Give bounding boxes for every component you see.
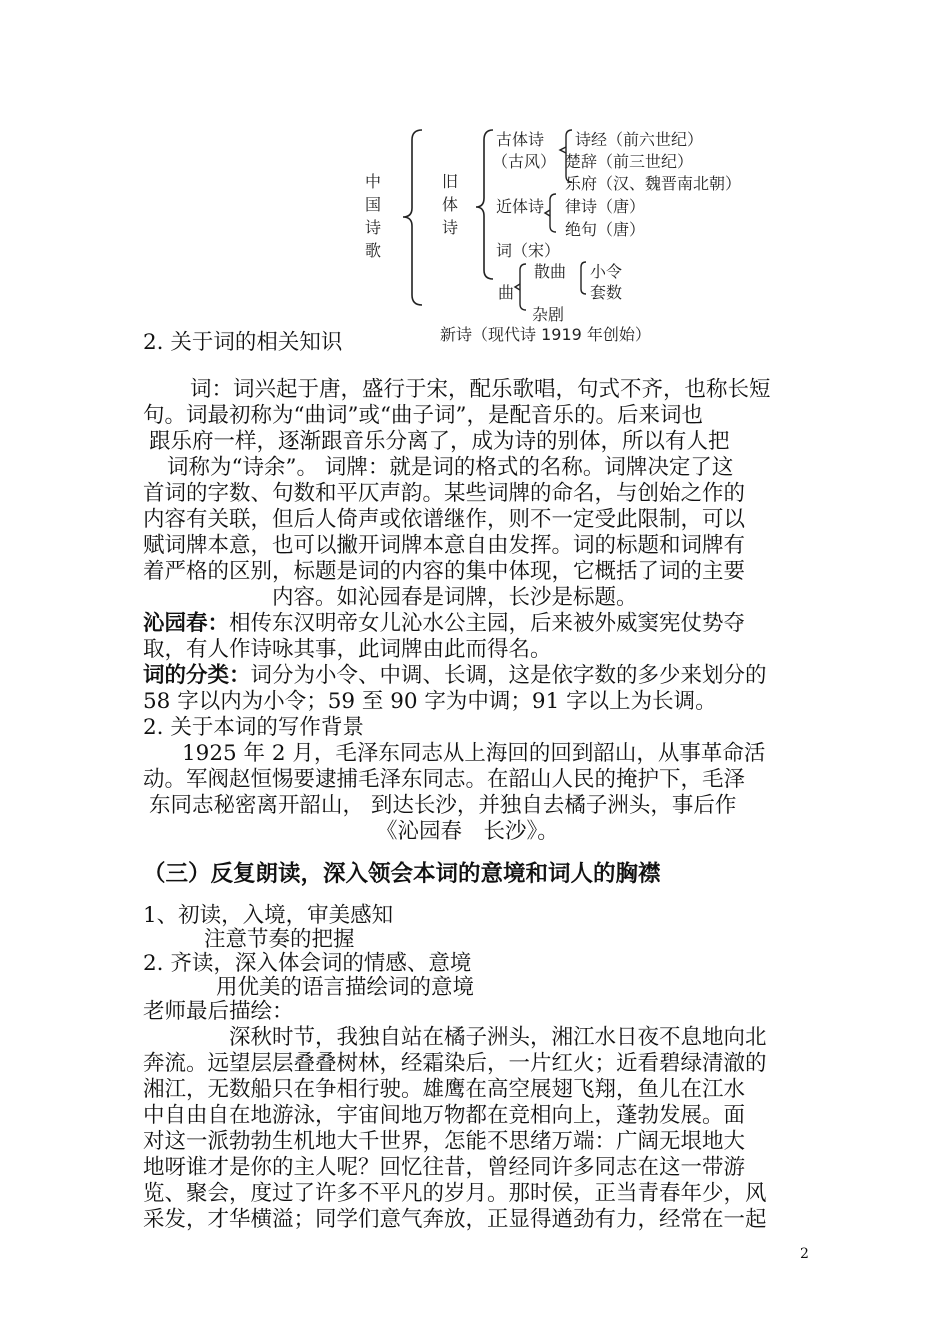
- tree-taoshu: 套数: [590, 283, 623, 302]
- body-line: 奔流。远望层层叠叠树林，经霜染后，一片红火；近看碧绿清澈的: [143, 1051, 767, 1076]
- root-brace: [403, 130, 422, 305]
- item-1-sub: 注意节奏的把握: [204, 927, 355, 952]
- teacher-label: 老师最后描绘：: [143, 999, 294, 1024]
- tree-yuefu: 乐府（汉、魏晋南北朝）: [565, 174, 742, 193]
- item-2-sub: 用优美的语言描绘词的意境: [216, 975, 475, 1000]
- body-line: 58 字以内为小令；59 至 90 字为中调；91 字以上为长调。: [143, 689, 717, 714]
- body-line: 词称为“诗余”。 词牌：就是词的格式的名称。词牌决定了这: [167, 455, 734, 480]
- tree-xinshi: 新诗（现代诗 1919 年创始）: [440, 325, 651, 344]
- body-line: 1925 年 2 月，毛泽东同志从上海回的回到韶山，从事革命活: [182, 741, 766, 766]
- tree-xiaoling: 小令: [590, 262, 623, 281]
- qinyuanchun-text: 相传东汉明帝女儿沁水公主园，后来被外威窦宪仗势夺: [229, 611, 746, 636]
- body-line: 对这一派勃勃生机地大千世界，怎能不思绪万端：广阔无垠地大: [143, 1129, 746, 1154]
- body-line: 中自由自在地游泳，宇宙间地万物都在竞相向上，蓬勃发展。面: [143, 1103, 746, 1128]
- tree-ci: 词（宋）: [496, 241, 561, 260]
- body-line: 地呀谁才是你的主人呢？回忆往昔，曾经同许多同志在这一带游: [143, 1155, 746, 1180]
- poetry-tree-diagram: [0, 0, 950, 345]
- old-brace: [476, 130, 493, 279]
- section-three-heading: （三）反复朗读，深入领会本词的意境和词人的胸襟: [143, 861, 661, 887]
- body-line: 动。军阀赵恒惕要逮捕毛泽东同志。在韶山人民的掩护下，毛泽: [143, 767, 746, 792]
- sanqu-brace: [581, 262, 586, 294]
- fenlei-text: 词分为小令、中调、长调，这是依字数的多少来划分的: [250, 663, 767, 688]
- tree-gufeng: （古风）: [492, 152, 557, 171]
- body-line: 跟乐府一样，逐渐跟音乐分离了，成为诗的别体，所以有人把: [149, 429, 730, 454]
- tree-guti: 古体诗: [496, 130, 545, 149]
- section-ci-heading: 2. 关于词的相关知识: [143, 330, 343, 355]
- tree-sanqu: 散曲: [534, 262, 567, 281]
- jinti-brace: [550, 194, 556, 232]
- tree-chuci: 楚辞（前三世纪）: [565, 152, 694, 171]
- tree-jinti: 近体诗: [496, 197, 545, 216]
- tree-jueju: 绝句（唐）: [565, 220, 646, 239]
- item-1: 1、初读，入境，审美感知: [143, 903, 394, 928]
- tree-lvshi: 律诗（唐）: [565, 197, 646, 216]
- body-line: 词：词兴起于唐，盛行于宋，配乐歌唱，句式不齐，也称长短: [190, 377, 771, 402]
- body-line: 览、聚会，度过了许多不平凡的岁月。那时侯，正当青春年少，风: [143, 1181, 767, 1206]
- section-background-heading: 2. 关于本词的写作背景: [143, 715, 364, 740]
- body-line: 赋词牌本意，也可以撇开词牌本意自由发挥。词的标题和词牌有: [143, 533, 746, 558]
- body-line: 深秋时节，我独自站在橘子洲头，湘江水日夜不息地向北: [229, 1025, 767, 1050]
- tree-shijing: 诗经（前六世纪）: [575, 130, 704, 149]
- fenlei-label: 词的分类：: [143, 663, 251, 688]
- body-line: 内容有关联，但后人倚声或依谱继作，则不一定受此限制，可以: [143, 507, 746, 532]
- body-line: 着严格的区别，标题是词的内容的集中体现，它概括了词的主要: [143, 559, 746, 584]
- body-line: 《沁园春 长沙》。: [376, 819, 559, 844]
- body-line: 首词的字数、句数和平仄声韵。某些词牌的命名，与创始之作的: [143, 481, 746, 506]
- tree-qu: 曲: [498, 283, 515, 302]
- tree-zaju: 杂剧: [532, 305, 565, 324]
- body-line: 内容。如沁园春是词牌，长沙是标题。: [272, 585, 638, 610]
- item-2: 2. 齐读，深入体会词的情感、意境: [143, 951, 472, 976]
- body-line: 句。词最初称为“曲词”或“曲子词”，是配音乐的。后来词也: [143, 403, 703, 428]
- tree-root-label: 中国诗歌: [364, 172, 381, 260]
- body-line: 采发，才华横溢；同学们意气奔放，正显得遒劲有力，经常在一起: [143, 1207, 767, 1232]
- body-line: 湘江，无数船只在争相行驶。雄鹰在高空展翅飞翔，鱼儿在江水: [143, 1077, 746, 1102]
- qinyuanchun-label: 沁园春：: [143, 611, 230, 636]
- qu-brace: [520, 264, 526, 310]
- page-number: 2: [800, 1246, 809, 1262]
- tree-old-label: 旧体诗: [441, 172, 458, 237]
- body-line: 东同志秘密离开韶山， 到达长沙，并独自去橘子洲头，事后作: [149, 793, 737, 818]
- body-line: 取，有人作诗咏其事，此词牌由此而得名。: [143, 637, 552, 662]
